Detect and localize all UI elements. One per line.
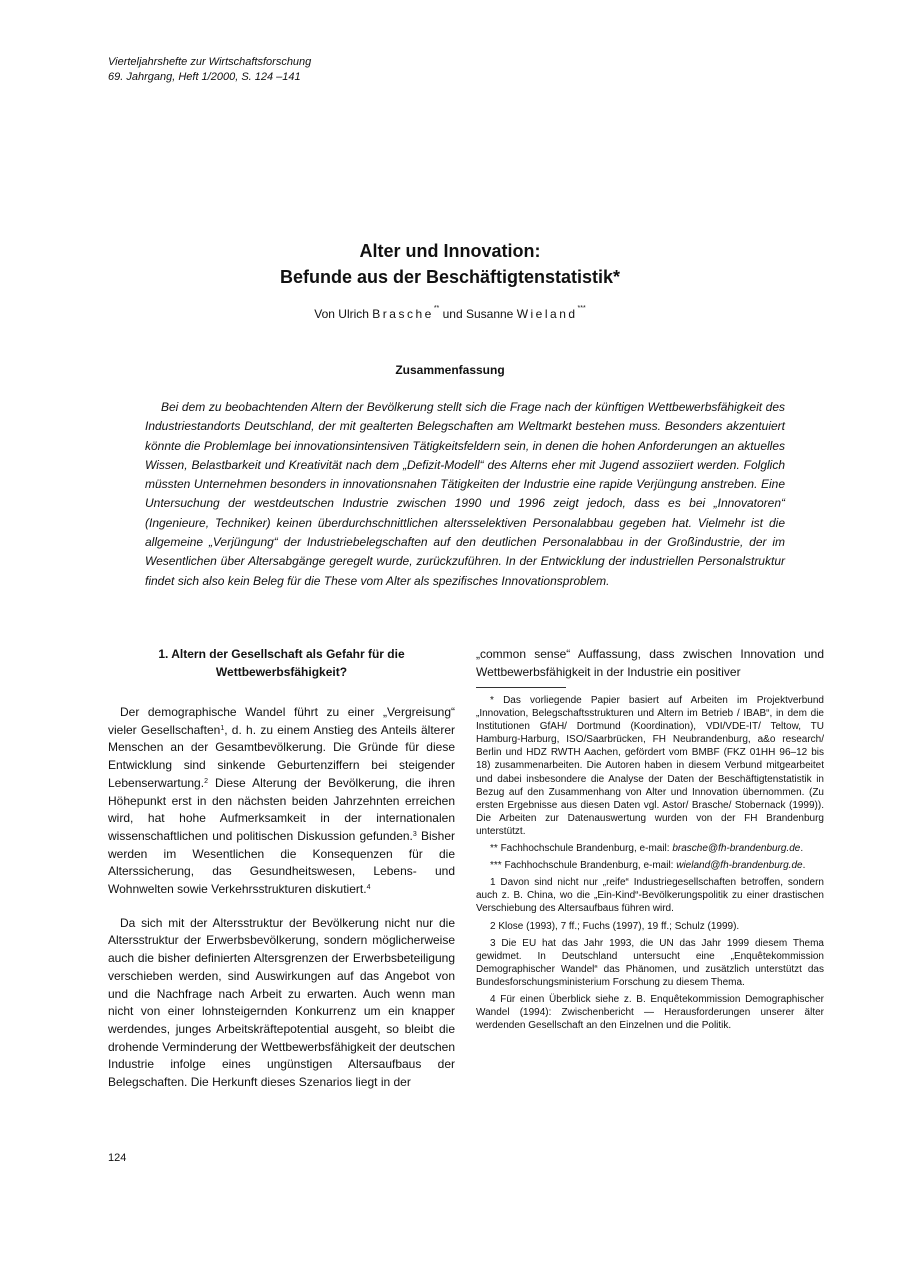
summary-heading: Zusammenfassung bbox=[395, 363, 505, 377]
footnote-ref-1[interactable]: 1 bbox=[220, 724, 225, 732]
footnote-text: Fachhochschule Brandenburg, e-mail: bbox=[497, 843, 673, 855]
paragraph-text: Der demographische Wandel führt zu einer „Vergreisung“ vieler Gesellschaften bbox=[108, 705, 455, 737]
footnote-4 bbox=[476, 993, 824, 1032]
author-2-mark: *** bbox=[577, 305, 586, 312]
footnote-text: Fachhochschule Brandenburg, e-mail: bbox=[501, 860, 677, 872]
author-1: Brasche bbox=[372, 307, 434, 321]
footnote-divider bbox=[476, 687, 566, 688]
footnote-ref-4[interactable]: 4 bbox=[366, 884, 371, 892]
footnote-author-2 bbox=[476, 859, 824, 872]
left-column bbox=[108, 646, 455, 1108]
footnote-punctuation: . bbox=[802, 860, 806, 872]
continuation-text: „common sense“ Auffassung, dass zwischen Innovation und Wettbewerbsfähigkeit in der Industrie ein positiver bbox=[476, 647, 824, 679]
footnote-author-1 bbox=[476, 842, 824, 855]
footnote-mark: 2 bbox=[490, 920, 496, 932]
footnote-1 bbox=[476, 876, 824, 915]
journal-header bbox=[108, 55, 311, 85]
journal-issue: 69. Jahrgang, Heft 1/2000, S. 124 –141 bbox=[108, 71, 301, 83]
email-link[interactable]: wieland@fh-brandenburg.de bbox=[676, 860, 803, 872]
footnote-ref-2[interactable]: 2 bbox=[204, 777, 208, 785]
article-title bbox=[0, 238, 900, 290]
footnote-mark: ** bbox=[490, 843, 498, 855]
section-heading bbox=[108, 646, 455, 681]
footnote-punctuation: . bbox=[800, 843, 804, 855]
footnote-ref-3[interactable]: 3 bbox=[412, 830, 417, 838]
footnote-mark: * bbox=[490, 695, 494, 706]
author-1-mark: ** bbox=[433, 305, 440, 312]
footnote-text: Für einen Überblick siehe z. B. Enquêtekommission Demographischer Wandel (1994): Zwischenbericht — Herausforderungen unserer älter werdenden Gesellschaft an den Einzelnen und die Politik. bbox=[476, 993, 824, 1032]
section-heading-line-1: 1. Altern der Gesellschaft als Gefahr für die bbox=[158, 647, 405, 661]
email-link[interactable]: brasche@fh-brandenburg.de bbox=[672, 843, 801, 855]
author-connector: und Susanne bbox=[439, 307, 517, 321]
footnote-2 bbox=[476, 920, 824, 933]
paragraph-text: Diese Alterung der Bevölkerung, die ihren Höhepunkt erst in den nächsten beiden Jahrzehnten erreichen wird, hat hohe Aufmerksamkeit in der internationalen wissenschaftlichen und politischen Diskussion gefunden. bbox=[108, 775, 455, 843]
body-paragraph-2: Da sich mit der Altersstruktur der Bevölkerung nicht nur die Altersstruktur der Erwerbsbevölkerung, sondern möglicherweise auch die bisher definierten Altersgrenzen der Erwerbsbeteiligung verschieben werden, sind Auswirkungen auf das Angebot von und die Nachfrage nach Arbeit zu erwarten. Auch wenn man nicht von einer lohnsteigernden Konkurrenz um ein knapper werdendes, junges Arbeitskräftepotential ausgeht, so bleibt die drohende Verminderung der Wettbewerbsfähigkeit der deutschen Industrie infolge eines ungünstigen Altersaufbaus der Belegschaften. Die Herkunft dieses Szenarios liegt in der bbox=[108, 915, 455, 1090]
right-column bbox=[476, 646, 824, 1036]
paragraph-text: Bisher werden im Wesentlichen die Konsequenzen für die Alterssicherung, das Gesundheitswesen, Lebens- und Wohnwelten sowie Verkehrsstrukturen diskutiert. bbox=[108, 828, 455, 897]
footnote-text: Davon sind nicht nur „reife“ Industriegesellschaften betroffen, sondern auch z. B. China, wo die „Ein-Kind“-Bevölkerungspolitik zu einer drastischen Verschiebung des Altersaufbaus führen wird. bbox=[476, 877, 824, 915]
title-line-2: Befunde aus der Beschäftigtenstatistik* bbox=[279, 267, 621, 287]
title-line-1: Alter und Innovation: bbox=[359, 241, 541, 261]
footnote-star bbox=[476, 694, 824, 838]
footnote-mark: 3 bbox=[490, 937, 496, 949]
footnote-text: Klose (1993), 7 ff.; Fuchs (1997), 19 ff.; Schulz (1999). bbox=[495, 920, 740, 932]
paragraph-text: , d. h. zu einem Anstieg des Anteils älterer Menschen an der Gesamtbevölkerung. Die Gründe für diese Entwicklung sind sinkende Geburtenziffern bei steigender Lebenserwartung. bbox=[108, 722, 455, 790]
section-heading-line-2: Wettbewerbsfähigkeit? bbox=[215, 664, 348, 679]
footnote-text: Die EU hat das Jahr 1993, die UN das Jahr 1999 diesem Thema gewidmet. In Deutschland untersucht eine „Enquêtekommission Demographischer Wandel“ das Phänomen, und zusätzlich unterstützt das Bundesforschungsministerium Forschung zu diesem Thema. bbox=[476, 937, 824, 988]
footnote-mark: 4 bbox=[490, 993, 496, 1005]
journal-title: Vierteljahrshefte zur Wirtschaftsforschung bbox=[108, 56, 312, 68]
summary-text: Bei dem zu beobachtenden Altern der Bevölkerung stellt sich die Frage nach der künftigen Wettbewerbsfähigkeit des Industriestandorts Deutschland, der mit gealterten Belegschaften am Weltmarkt bestehen muss. Besonders akzentuiert könnte die Problemlage bei innovationsintensiven Tätigkeitsfeldern sein, in denen die hohen Anforderungen an aktuelles Wissen, Belastbarkeit und Kreativität nach dem „Defizit-Modell“ des Alterns eher mit Jugend assoziiert werden. Folglich müssten Unternehmen besonders in innovationsnahen Tätigkeiten der Industrie eine rapide Verjüngung anstreben. Eine Untersuchung der westdeutschen Industrie zwischen 1990 und 1996 zeigt jedoch, dass es bei „Innovatoren“ (Ingenieure, Techniker) keinen überdurchschnittlichen altersselektiven Personalabbau gegeben hat. Vielmehr ist die allgemeine „Verjüngung“ der Industriebelegschaften auf den deutlichen Personalabbau in der Großindustrie, der im Wesentlichen über Altersabgänge geregelt wurde, zurückzuführen. In der Entwicklung der industriellen Personalstruktur findet sich also kein Beleg für die These vom Alter als spezifisches Innovationsproblem. bbox=[145, 400, 785, 588]
body-paragraph-1 bbox=[108, 704, 455, 899]
page-number: 124 bbox=[108, 1152, 127, 1164]
footnote-mark: 1 bbox=[490, 877, 496, 889]
author-line bbox=[0, 307, 900, 321]
footnote-text: Das vorliegende Papier basiert auf Arbeiten im Projektverbund „Innovation, Belegschaftsstrukturen und Altern im Betrieb / IBAB“, in dem die Institutionen GfAH/ Dortmund (Koordination), VDI/VDE-IT/ Teltow, TU Hamburg-Harburg, ISO/Saarbrücken, FH Neubrandenburg, a&o research/ Berlin und HDZ RWTH Aachen, gefördert vom BMBF (FKZ 01HH 96–12 bis 18) zusammenarbeiten. Die Autoren haben in diesem Verbund mitgearbeitet und dabei insbesondere die Analyse der Daten der Beschäftigtenstatistik in Bezug auf den Zusammenhang von Alter und Innovation übernommen. (Zu ersten Ergebnisse aus diesen Daten vgl. Astor/ Brasche/ Stobernack (1999)). Die Arbeiten zur Datenauswertung wurden von der FH Brandenburg unterstützt. bbox=[476, 695, 824, 837]
author-prefix: Von Ulrich bbox=[314, 307, 373, 321]
author-2: Wieland bbox=[516, 307, 578, 321]
footnote-mark: *** bbox=[490, 860, 502, 872]
footnote-3 bbox=[476, 937, 824, 989]
